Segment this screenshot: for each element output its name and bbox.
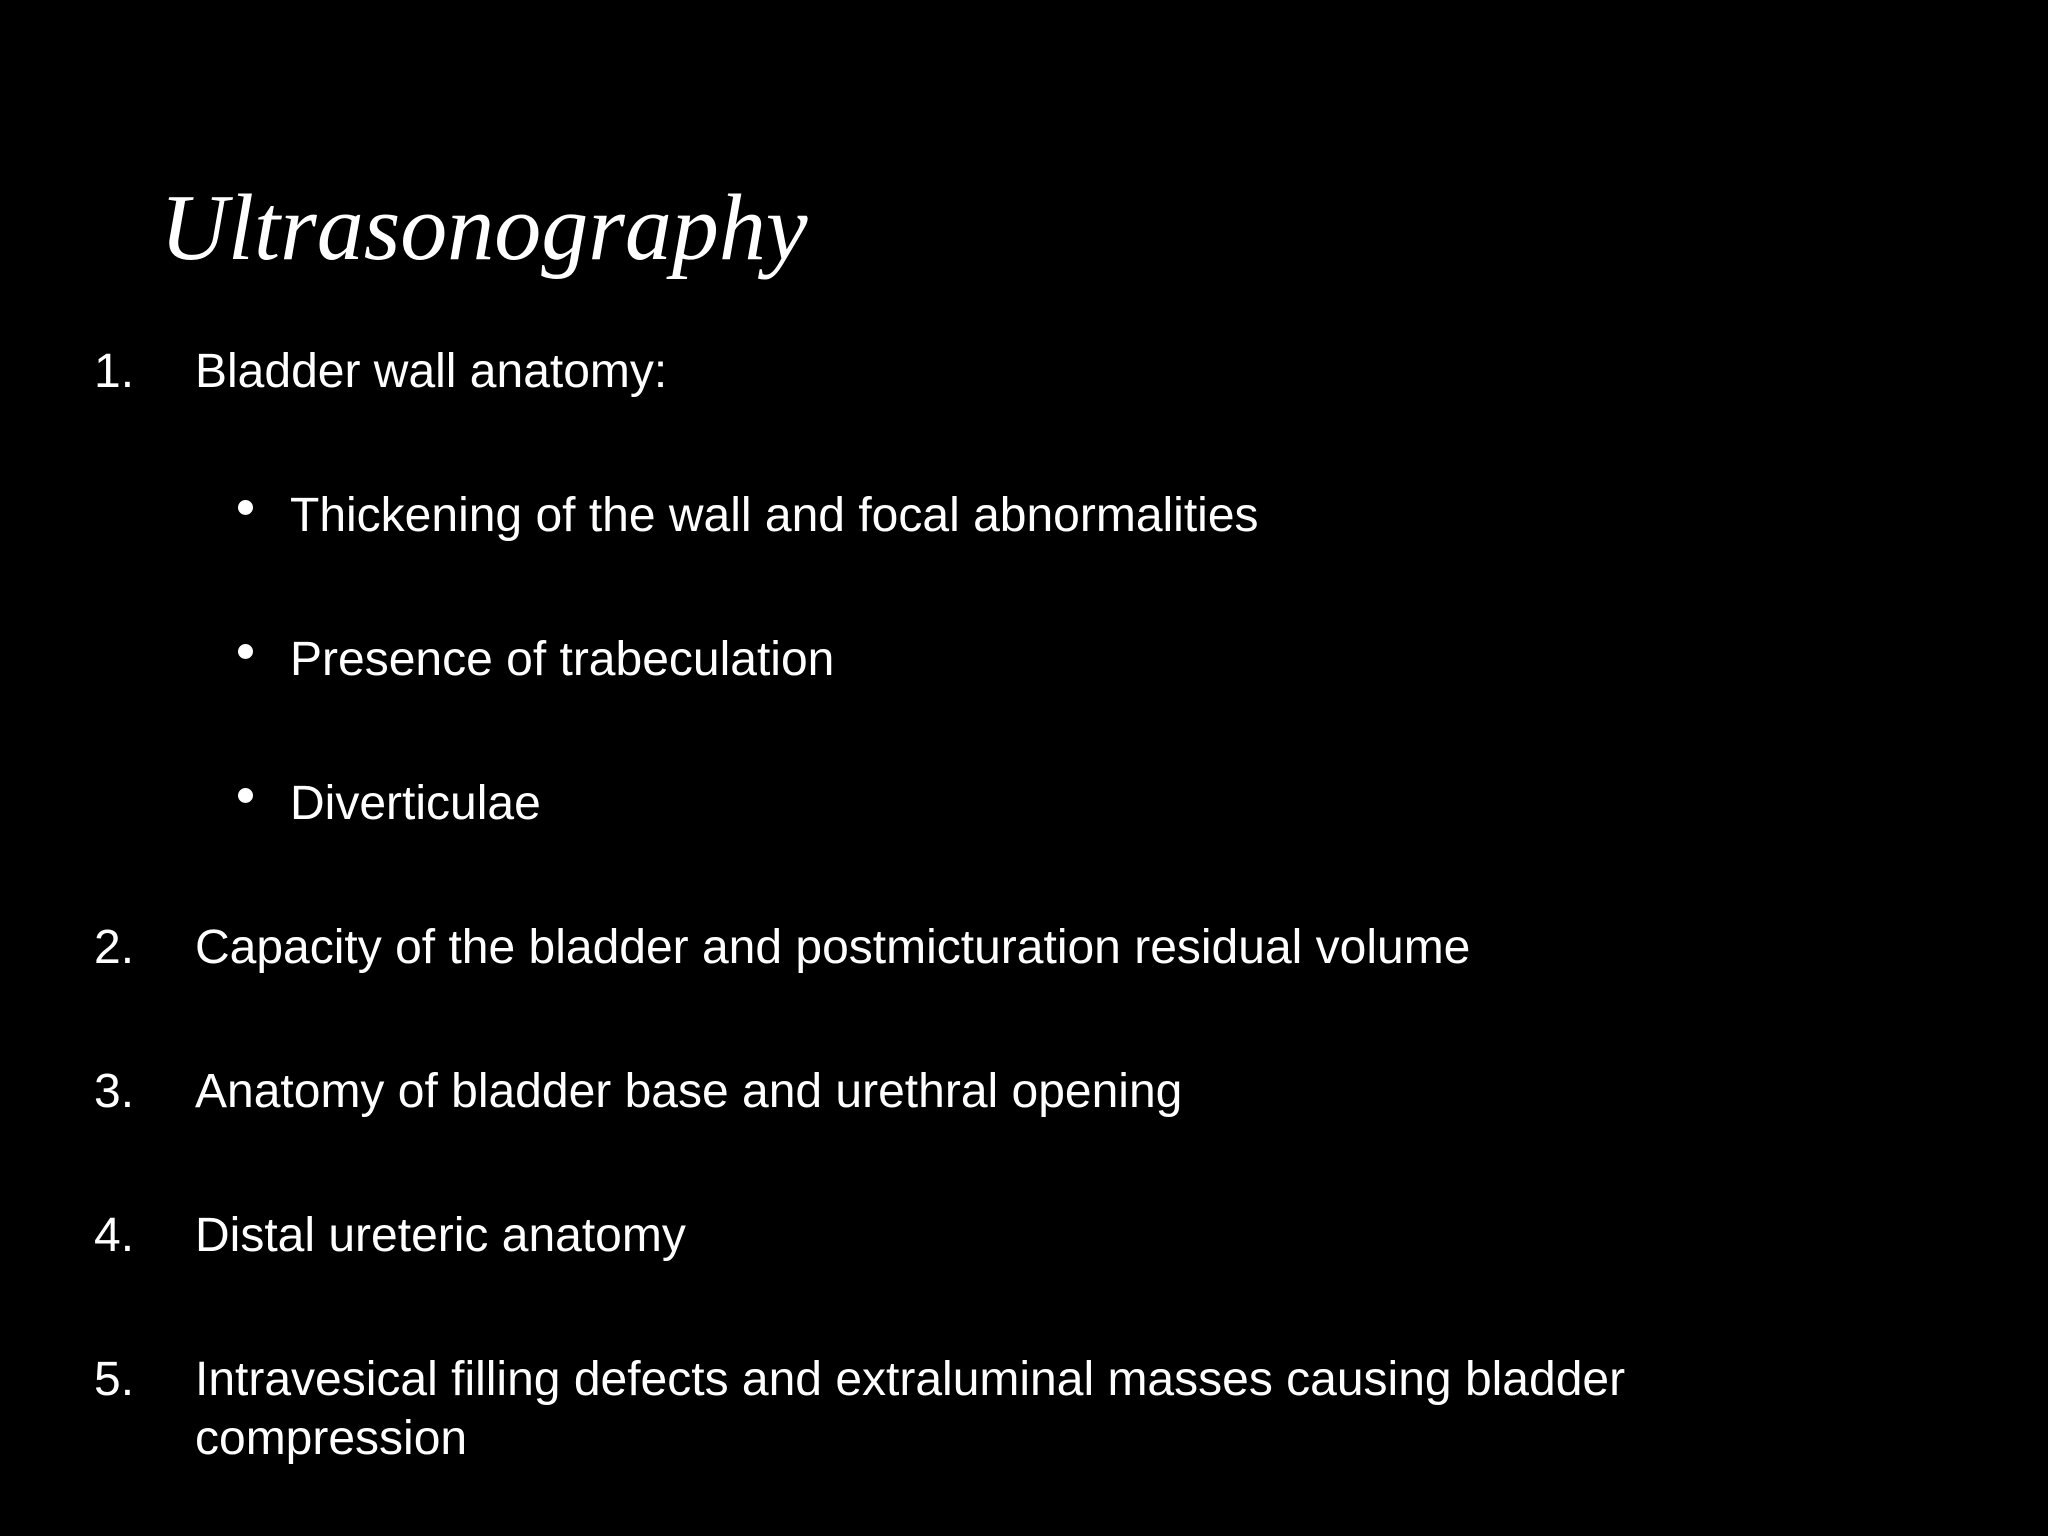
slide-title: Ultrasonography — [160, 176, 808, 280]
sub-bullet-text: Diverticulae — [290, 777, 541, 830]
list-number: 1. — [94, 345, 135, 398]
bullet-icon — [238, 644, 253, 659]
list-item-text: Bladder wall anatomy: — [195, 345, 668, 398]
list-item-text: Distal ureteric anatomy — [195, 1209, 686, 1262]
list-item-text-continued: compression — [195, 1412, 468, 1465]
list-number: 4. — [94, 1209, 135, 1262]
sub-bullet-text: Presence of trabeculation — [290, 633, 835, 686]
sub-bullet-text: Thickening of the wall and focal abnormalities — [290, 489, 1259, 542]
list-item-text: Intravesical filling defects and extraluminal masses causing bladder — [195, 1353, 1626, 1406]
list-item-text: Anatomy of bladder base and urethral opening — [195, 1065, 1183, 1118]
bullet-icon — [238, 500, 253, 515]
list-item-text: Capacity of the bladder and postmicturation residual volume — [195, 921, 1471, 974]
list-number: 2. — [94, 921, 135, 974]
list-number: 3. — [94, 1065, 135, 1118]
bullet-icon — [238, 788, 253, 803]
list-number: 5. — [94, 1353, 135, 1406]
